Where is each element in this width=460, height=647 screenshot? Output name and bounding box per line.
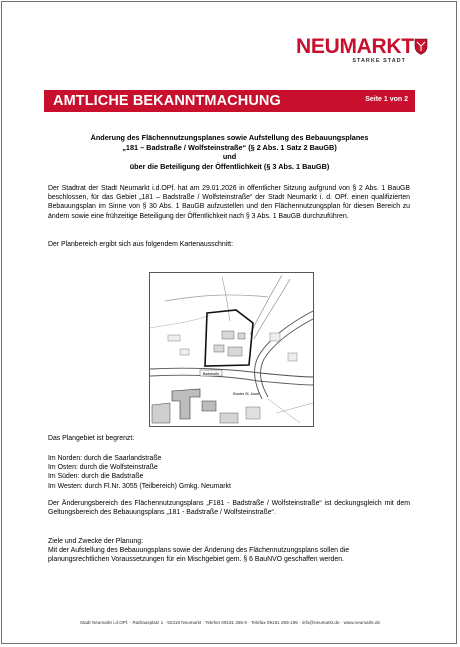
map-building-label: Kloster St. Josef [232,392,260,396]
logo-tagline: STARKE STADT [352,58,406,64]
heading-line: über die Beteiligung der Öffentlichkeit (§ 3 Abs. 1 BauGB) [129,161,330,171]
boundary-item: Im Norden: durch die Saarlandstraße [48,455,162,462]
notice-heading [44,133,415,171]
logo-wordmark: NEUMARKT [296,35,414,58]
plan-intro-text: Der Planbereich ergibt sich aus folgendem Kartenausschnitt: [48,241,234,248]
area-paragraph: Der Änderungsbereich des Flächennutzungsplans „F181 - Badstraße / Wolfsteinstraße“ ist deckungsgleich mit dem Geltungsbereich des Bebauungsplans „181 - Badstraße / Wolfsteinstraße“. [48,500,410,517]
city-logo [296,36,431,72]
banner-title: AMTLICHE BEKANNTMACHUNG [53,93,281,109]
boundary-item: Im Süden: durch die Badstraße [48,473,144,481]
boundary-item: Im Westen: durch Fl.Nr. 3055 (Teilbereich) Gmkg. Neumarkt [48,482,231,490]
heading-line: Änderung des Flächennutzungsplanes sowie Aufstellung des Bebauungsplanes [90,133,369,142]
city-crest-icon [414,38,428,55]
boundary-title: Das Plangebiet ist begrenzt: [48,435,135,442]
heading-line: und [222,152,237,161]
boundary-item: Im Osten: durch die Wolfsteinstraße [48,464,158,472]
goals-title: Ziele und Zwecke der Planung: [48,538,143,545]
map-street-label: Badstraße [202,371,220,376]
announcement-banner [44,90,415,112]
site-map [149,272,314,427]
heading-line: „181 – Badstraße / Wolfsteinstraße“ (§ 2 Abs. 1 Satz 2 BauGB) [122,142,337,152]
footer-contact: Stadt Neumarkt i.d.OPf. · Rathausplatz 1 · 92318 Neumarkt · Telefon 09181 255-0 · Telefax 09181 255-195 · info@neumarkt.de · www.neumarkt.de [79,620,381,625]
boundary-list [48,454,410,491]
site-map-drawing [150,273,313,426]
page-indicator: Seite 1 von 2 [365,96,408,103]
goals-paragraph: Mit der Aufstellung des Bebauungsplans sowie der Änderung des Flächennutzungsplans sollen die planungsrechtlichen Voraussetzungen für ein Mischgebiet gem. § 6 BauNVO geschaffen werden. [48,547,350,564]
intro-paragraph: Der Stadtrat der Stadt Neumarkt i.d.OPf. hat am 29.01.2026 in öffentlicher Sitzung aufgrund von § 2 Abs. 1 BauGB beschlossen, für das Gebiet „181 – Badstraße / Wolfsteinstraße“ der Stadt Neumarkt i. d. OPf. einen qualifizierten Bebauungsplan im Sinne von § 30 Abs. 1 BauGB aufzustellen und den Flächennutzungsplan für diesen Bereich zu ändern sowie eine frühzeitige Beteiligung der Öffentlichkeit nach § 3 Abs. 1 BauGB durchzuführen. [48,185,410,220]
